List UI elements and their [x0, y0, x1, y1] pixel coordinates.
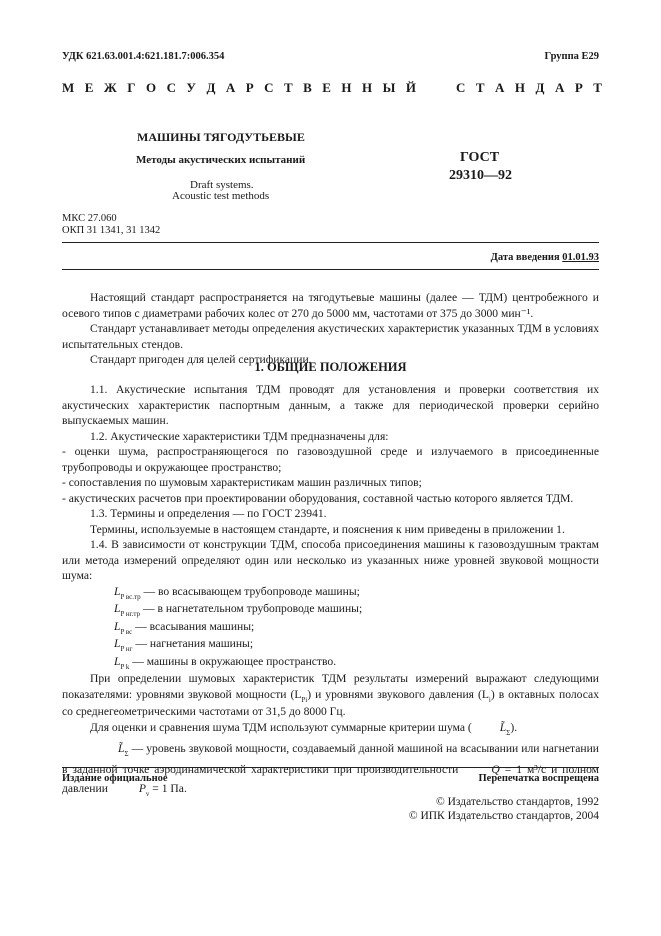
- level-symbol: L: [114, 602, 121, 615]
- para-definition: [62, 671, 599, 720]
- para-1-1: 1.1. Акустические испытания ТДМ проводят для установления и проверки соответствия их акустических характеристик паспортным данным, а также для периодической проверки серийно выпускаемых машин.: [62, 383, 599, 427]
- standard-kind-letter: С: [166, 80, 176, 95]
- standard-kind-letter: Н: [514, 80, 526, 95]
- levels-list: [62, 584, 599, 672]
- okp-code: ОКП 31 1341, 31 1342: [62, 225, 161, 236]
- official-edition: Издание официальное: [62, 773, 168, 784]
- level-symbol: L: [114, 619, 121, 633]
- bullet-3: - акустических расчетов при проектировании оборудования, составной частью которого является ТДМ.: [62, 491, 574, 505]
- level-symbol: L: [114, 654, 121, 668]
- para-1-2: 1.2. Акустические характеристики ТДМ предназначены для:: [90, 429, 389, 443]
- standard-kind-letter: Г: [127, 80, 136, 95]
- section1-heading: 1. ОБЩИЕ ПОЛОЖЕНИЯ: [254, 360, 407, 374]
- last-text-3: = 1 Па.: [149, 782, 187, 795]
- standard-kind-letter: Й: [405, 80, 416, 95]
- last-text-2: = 1 м³/с и полном давлении: [62, 763, 599, 795]
- last-text-1: — уровень звуковой мощности, создаваемый данной машиной на всасывании или нагнетании в заданной точке аэродинамической характеристики при производительности: [62, 742, 599, 776]
- standard-kind-letter: Д: [206, 80, 216, 95]
- last-sub: Σ: [124, 750, 129, 758]
- copyright-1992: © Издательство стандартов, 1992: [435, 796, 599, 808]
- standard-kind-letter: А: [495, 80, 505, 95]
- reprint-prohibited: Перепечатка воспрещена: [478, 773, 599, 784]
- standard-kind-letter: В: [303, 80, 312, 95]
- def-text-1: При определении шумовых характеристик ТДМ результаты измерений выражают следующими показателями: уровнями звуковой мощности (L: [62, 672, 599, 701]
- level-subscript: P нг: [120, 645, 133, 653]
- standard-kind-letter: Е: [322, 80, 331, 95]
- standard-kind-letter: Т: [475, 80, 485, 95]
- udk-code: УДК 621.63.001.4:621.181.7:006.354: [62, 51, 225, 62]
- para-sum-criteria: [62, 720, 599, 738]
- standard-kind-letter: А: [225, 80, 236, 95]
- standard-kind-letter: Ы: [382, 80, 396, 95]
- standard-kind-letter: Е: [84, 80, 94, 95]
- gost-label: ГОСТ: [460, 150, 500, 165]
- group-code: Группа Е29: [544, 51, 599, 62]
- copyright-2004: © ИПК Издательство стандартов, 2004: [408, 810, 599, 822]
- def-text-2: ) и уровнями звукового давления (L: [307, 687, 489, 701]
- standard-kind-letter: М: [62, 80, 75, 95]
- standard-kind-word: [456, 80, 602, 96]
- bullet-1: - оценки шума, распространяющегося по газовоздушной среде и излучаемого в присоединенные трубопроводы и окружающее пространство;: [62, 445, 599, 474]
- standard-kind-letter: Н: [341, 80, 352, 95]
- para-1-3b: Термины, используемые в настоящем стандарте, и пояснения к ним приведены в приложении 1.: [90, 522, 565, 536]
- standard-kind-letter: С: [264, 80, 274, 95]
- standard-kind-letter: А: [554, 80, 565, 95]
- level-subscript: P k: [120, 662, 130, 671]
- divider-footer: [62, 767, 599, 768]
- last-p: P: [138, 782, 146, 795]
- level-item: [114, 636, 599, 654]
- section1-text: [62, 382, 599, 800]
- level-text: — нагнетания машины;: [135, 637, 254, 650]
- standard-kind-letter: О: [145, 80, 157, 95]
- intro-date-value: 01.01.93: [562, 252, 599, 263]
- subtitle-ru: Методы акустических испытаний: [136, 154, 306, 166]
- standard-kind-letter: Н: [362, 80, 373, 95]
- standard-kind-letter: Р: [574, 80, 583, 95]
- sum-text-1: Для оценки и сравнения шума ТДМ используют суммарные критерии шума (: [90, 720, 472, 734]
- level-symbol: L: [114, 637, 121, 650]
- title-ru: МАШИНЫ ТЯГОДУТЬЕВЫЕ: [137, 130, 305, 144]
- sum-symbol: L̃: [499, 720, 507, 734]
- para-1-4: 1.4. В зависимости от конструкции ТДМ, способа присоединения машины к газовоздушным трактам или метода измерений определяют один или несколько из указанных ниже уровней звуковой мощности шума:: [62, 538, 599, 582]
- intro-text: [62, 290, 599, 368]
- level-item: [114, 584, 599, 602]
- last-psub: v: [145, 790, 150, 798]
- intro-date-label: Дата введения: [490, 252, 560, 263]
- standard-kind-letter: С: [456, 80, 466, 95]
- def-sub-2: i: [488, 695, 491, 704]
- standard-kind-letter: Т: [593, 80, 602, 95]
- level-text: — всасывания машины;: [135, 619, 255, 633]
- level-text: — в нагнетательном трубопроводе машины;: [142, 602, 363, 615]
- standard-kind-letter: Ж: [103, 80, 117, 95]
- sum-sub: Σ: [506, 728, 511, 737]
- level-item: [114, 619, 599, 637]
- def-sub-1: Pi: [301, 695, 308, 704]
- last-q: Q: [491, 763, 500, 776]
- level-item: [114, 601, 599, 619]
- para-sum-definition: [62, 739, 599, 800]
- last-symbol: L̃: [118, 742, 125, 755]
- level-subscript: P вс.тр: [120, 592, 141, 601]
- level-item: [114, 654, 599, 672]
- para-1-3: 1.3. Термины и определения — по ГОСТ 23941.: [90, 507, 327, 520]
- title-en-line1: Draft systems.: [190, 179, 254, 191]
- level-symbol: L: [114, 584, 121, 598]
- standard-kind-letter: Р: [245, 80, 254, 95]
- level-subscript: P нг.тр: [120, 610, 141, 618]
- level-text: — во всасывающем трубопроводе машины;: [143, 584, 360, 598]
- level-text: — машины в окружающее пространство.: [132, 654, 337, 668]
- intro-p3: Стандарт пригоден для целей сертификации.: [90, 353, 312, 366]
- intro-p1: Настоящий стандарт распространяется на тягодутьевые машины (далее — ТДМ) центробежного и осевого типов с диаметрами рабочих колес от 270 до 5000 мм, частотами от 375 до 3000 мин⁻¹.: [62, 291, 599, 320]
- intro-p2: Стандарт устанавливает методы определения акустических характеристик указанных ТДМ в условиях испытательных стендов.: [62, 322, 599, 351]
- mks-code: МКС 27.060: [62, 213, 117, 224]
- def-text-3: ) в октавных полосах со среднегеометрическими частотами от 31,5 до 8000 Гц.: [62, 687, 599, 718]
- standard-kind-heading: [62, 80, 602, 96]
- standard-kind-word: [62, 80, 416, 96]
- divider-top: [62, 242, 599, 243]
- divider-date: [62, 269, 599, 270]
- standard-kind-letter: Т: [284, 80, 293, 95]
- sum-text-2: ).: [510, 720, 518, 734]
- bullet-2: - сопоставления по шумовым характеристикам машин различных типов;: [62, 476, 422, 489]
- standard-kind-letter: Д: [535, 80, 545, 95]
- level-subscript: P вс: [120, 627, 133, 636]
- standard-kind-letter: У: [186, 80, 196, 95]
- title-en-line2: Acoustic test methods: [172, 190, 270, 202]
- gost-number: 29310—92: [449, 168, 512, 183]
- intro-date: [491, 252, 599, 263]
